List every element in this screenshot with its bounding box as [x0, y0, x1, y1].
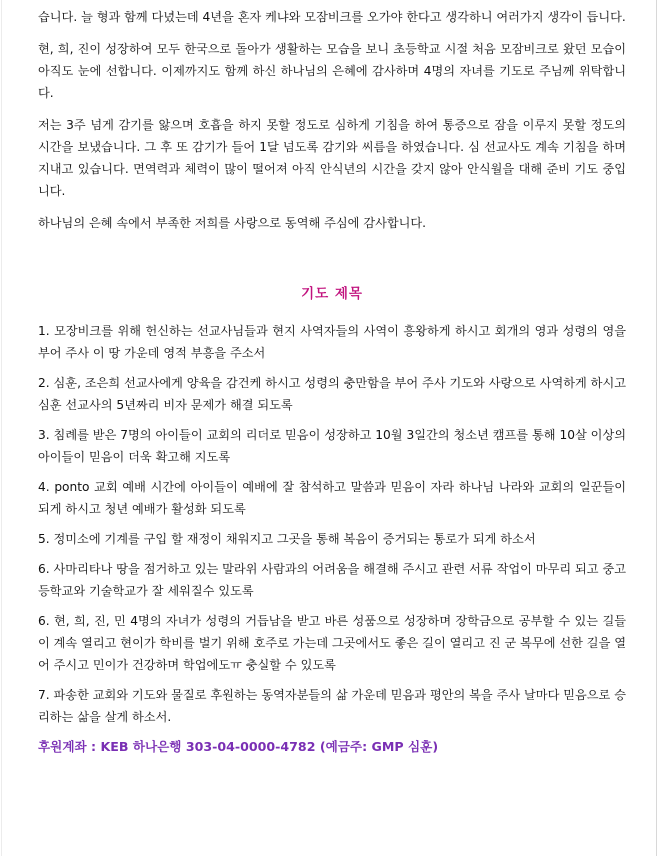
page-right-edge [656, 0, 657, 856]
paragraph-3: 저는 3주 넘게 감기를 앓으며 호흡을 하지 못할 정도로 심하게 기침을 하여 통증으로 잠을 이루지 못할 정도의 시간을 보냈습니다. 그 후 또 감기가 들어 1달 넘도록 감기와 씨름을 하였습니다. 심 선교사도 계속 기침을 하며 지내고 있습니다. 면역력과 체력이 많이 떨어져 아직 안식년의 시간을 갖지 않아 안식월을 대해 준비 기도 중입니다. [38, 118, 626, 198]
letter-body [38, 6, 626, 755]
prayer-item: 2. 심훈, 조은희 선교사에게 양육을 감건케 하시고 성령의 충만함을 부어 주사 기도와 사랑으로 사역하게 하시고 심훈 선교사의 5년짜리 비자 문제가 해결 되도록 [38, 376, 626, 412]
prayer-item: 4. ponto 교회 예배 시간에 아이들이 예배에 잘 참석하고 말씀과 믿음이 자라 하나님 나라와 교회의 일꾼들이 되게 하시고 청년 예배가 활성화 되도록 [38, 480, 626, 516]
prayer-list [38, 320, 626, 728]
prayer-item: 6. 현, 희, 진, 민 4명의 자녀가 성령의 거듭남을 받고 바른 성품으로 성장하며 장학금으로 공부할 수 있는 길들이 계속 열리고 현이가 학비를 벌기 위해 호주로 가는데 그곳에서도 좋은 길이 열리고 진 군 복무에 선한 길을 열어 주시고 민이가 건강하며 학업에도ㅠ 충실할 수 있도록 [38, 614, 626, 672]
paragraph-4: 하나님의 은혜 속에서 부족한 저희를 사랑으로 동역해 주심에 감사합니다. [38, 216, 427, 230]
prayer-title: 기도 제목 [301, 286, 363, 302]
prayer-item: 1. 모장비크를 위해 헌신하는 선교사님들과 현지 사역자들의 사역이 흥왕하게 하시고 회개의 영과 성령의 영을 부어 주사 이 땅 가운데 영적 부흥을 주소서 [38, 324, 626, 360]
prayer-item: 7. 파송한 교회와 기도와 물질로 후원하는 동역자분들의 삶 가운데 믿음과 평안의 복을 주사 날마다 믿음으로 승리하는 삶을 살게 하소서. [38, 688, 626, 724]
paragraph-1: 습니다. 늘 형과 함께 다녔는데 4년을 혼자 케냐와 모잠비크를 오가야 한다고 생각하니 여러가지 생각이 듭니다. [38, 10, 626, 24]
page-left-edge [1, 0, 2, 856]
prayer-item: 5. 정미소에 기계를 구입 할 재정이 채워지고 그곳을 통해 복음이 증거되는 통로가 되게 하소서 [38, 532, 536, 546]
prayer-item: 3. 침례를 받은 7명의 아이들이 교회의 리더로 믿음이 성장하고 10월 3일간의 청소년 캠프를 통해 10살 이상의 아이들이 믿음이 더욱 확고해 지도록 [38, 428, 626, 464]
donation-account: 후원계좌 : KEB 하나은행 303-04-0000-4782 (예금주: GMP 심훈) [38, 739, 439, 754]
prayer-item: 6. 사마리타나 땅을 점거하고 있는 말라위 사람과의 어려움을 해결해 주시고 관련 서류 작업이 마무리 되고 중고등학교와 기술학교가 잘 세워질수 있도록 [38, 562, 626, 598]
paragraph-2: 현, 희, 진이 성장하여 모두 한국으로 돌아가 생활하는 모습을 보니 초등학교 시절 처음 모잠비크로 왔던 모습이 아직도 눈에 선합니다. 이제까지도 함께 하신 하나님의 은혜에 감사하며 4명의 자녀를 기도로 주님께 위탁합니다. [38, 42, 626, 100]
